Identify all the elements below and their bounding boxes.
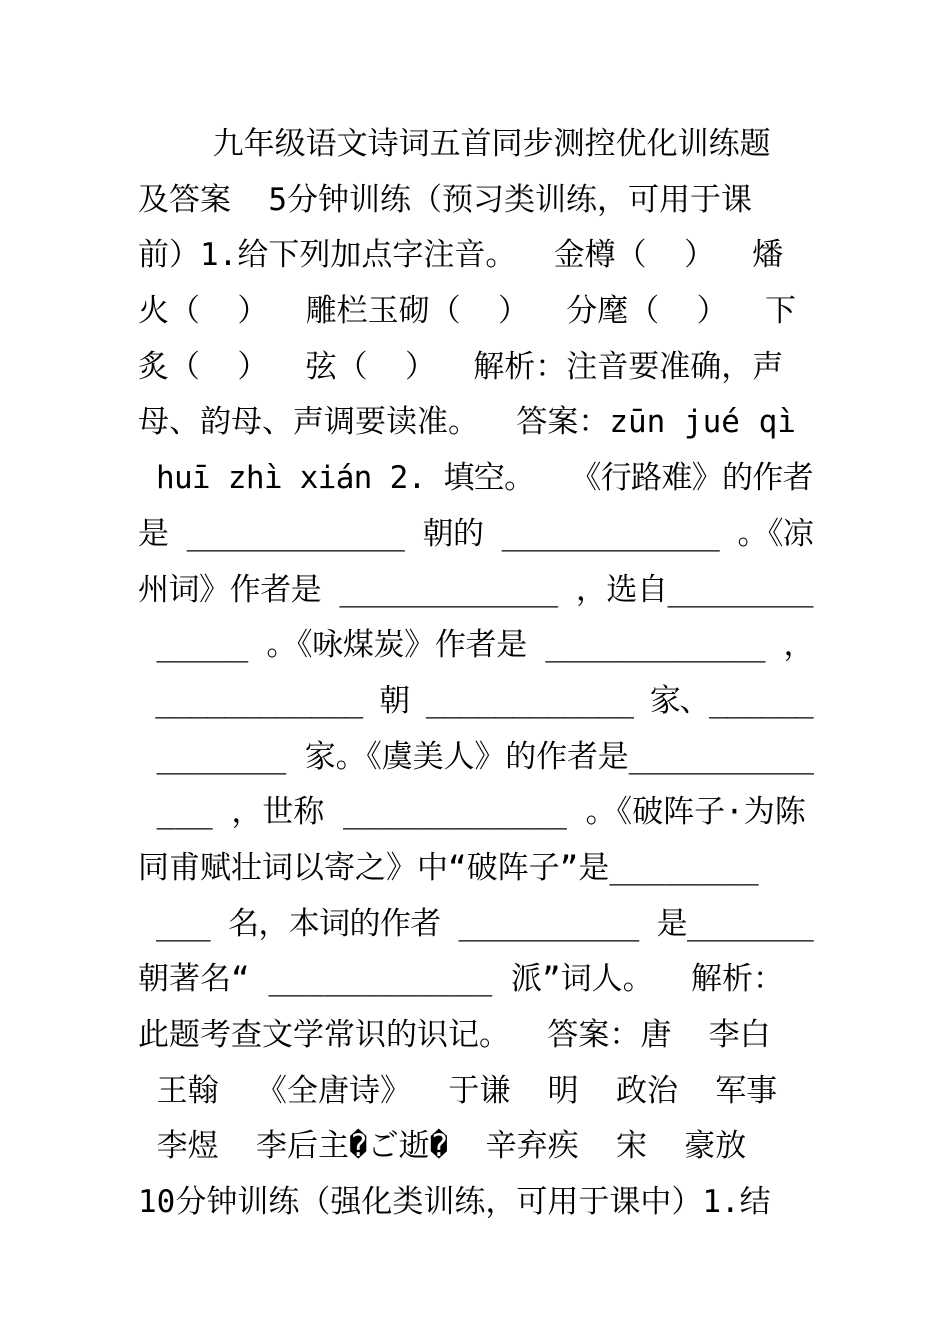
text-line: 母、韵母、声调要读准。 答案：zūn jué qì (138, 404, 796, 441)
text-line: 是 ____________ 朝的 ____________ 。《凉 (138, 515, 814, 552)
text-line: _______ 家。《虞美人》的作者是__________ (138, 738, 814, 775)
text-line: 州词》作者是 ____________ ，选自________ (138, 571, 814, 608)
text-line: 朝著名“ ____________ 派”词人。 解析： (138, 961, 784, 998)
text-line: 火（ ） 雕栏玉砌（ ） 分麾（ ） 下 (138, 293, 796, 330)
text-line: ___ 名，本词的作者 __________ 是_______ (138, 905, 814, 942)
text-line: 10分钟训练（强化类训练，可用于课中）1.结 (138, 1184, 771, 1221)
text-line: ____________ 朝 ____________ 家、______ (138, 682, 813, 719)
text-line: _____ 。《咏煤炭》作者是 ____________ ， (138, 627, 815, 664)
text-line: huī zhì xián 2. 填空。 《行路难》的作者 (138, 460, 813, 497)
text-line: 同甫赋壮词以寄之》中“破阵子”是________ (138, 849, 759, 886)
document-body (138, 117, 814, 1231)
text-line: 及答案 5分钟训练（预习类训练，可用于课 (138, 181, 752, 218)
text-line: 王翰 《全唐诗》 于谦 明 政治 军事 (138, 1072, 778, 1109)
text-line: 李煜 李后主�ご逝� 辛弃疾 宋 豪放 (138, 1128, 747, 1165)
text-line: ___ ，世称 ____________ 。《破阵子·为陈 (138, 794, 806, 831)
text-line: 前）1.给下列加点字注音。 金樽（ ） 燔 (138, 237, 784, 274)
text-line: 炙（ ） 弦（ ） 解析：注音要准确，声 (138, 348, 784, 385)
text-line: 此题考查文学常识的识记。 答案：唐 李白 (138, 1017, 771, 1053)
text-line: 九年级语文诗词五首同步测控优化训练题 (138, 126, 771, 162)
